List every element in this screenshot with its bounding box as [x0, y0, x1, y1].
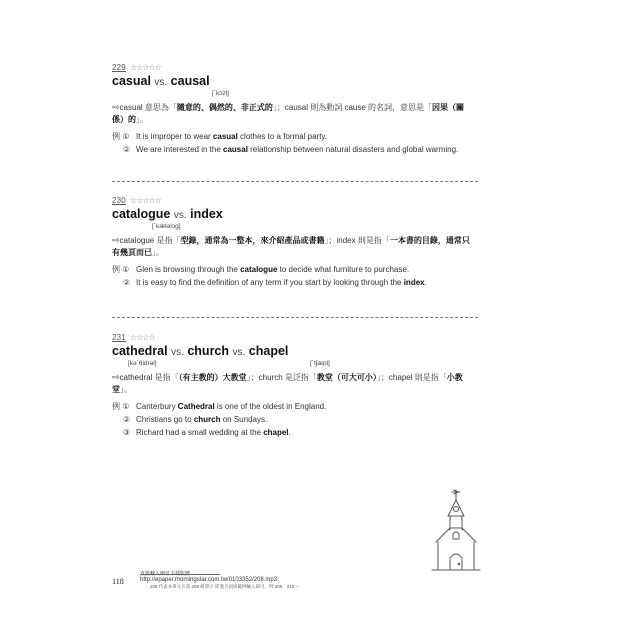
footer-instructions: 208 代表本單元在第 208 組單字 即適合詞組範例輸入即可，例 209，210⋯: [150, 584, 299, 589]
headword: church: [187, 344, 230, 358]
entry-230: [112, 196, 472, 289]
section-divider: [112, 317, 478, 318]
headword: causal: [170, 74, 210, 88]
example-sentence: ② We are interested in the causal relationship between natural disasters and global warming.: [122, 145, 459, 154]
arrow-icon: ⇨: [112, 102, 120, 112]
chapel-doodle: [428, 486, 484, 572]
page-number: 118: [112, 577, 124, 586]
difficulty-stars: ☆☆☆☆☆: [129, 63, 161, 72]
example-sentence: ③ Richard had a small wedding at the chapel.: [122, 428, 291, 437]
phonetic: [ˋtʃæpḷ]: [310, 360, 330, 367]
audio-url[interactable]: http://epaper.morningstar.com.tw/0103352/208.mp3: [140, 577, 278, 583]
headword: catalogue: [112, 207, 171, 221]
phonetic: [ˋkɔzḷ]: [212, 90, 229, 97]
footer-rule: [140, 574, 220, 575]
difficulty-stars: ☆☆☆☆: [129, 333, 155, 342]
headword: cathedral: [112, 344, 168, 358]
entry-number: 229: [112, 63, 126, 72]
example-sentence: 例 ① Canterbury Cathedral is one of the oldest in England.: [112, 402, 327, 411]
headword: casual: [112, 74, 151, 88]
entry-title: [112, 74, 472, 90]
vs-label: vs.: [171, 347, 184, 358]
phonetic: [kəˋθidrəl]: [128, 360, 157, 367]
vs-label: vs.: [232, 347, 246, 358]
entry-229: [112, 63, 472, 156]
entry-number: 230: [112, 196, 126, 205]
example-sentence: 例 ① It is improper to wear casual clothes to a formal party.: [112, 132, 328, 141]
explanation: ⇨catalogue 是指「型錄，通常為一整本，來介紹產品或書籍」；index 則是指「一本書的目錄，通常只有幾頁而已」。: [112, 235, 470, 257]
example-sentence: ② Christians go to church on Sundays.: [122, 415, 268, 424]
example-sentence: 例 ① Glen is browsing through the catalogue to decide what furniture to purchase.: [112, 265, 410, 274]
vs-label: vs.: [154, 77, 168, 88]
entry-title: [112, 207, 472, 223]
entry-231: [112, 333, 472, 439]
example-sentence: ② It is easy to find the definition of any term if you start by looking through the index.: [122, 278, 427, 287]
headword: chapel: [248, 344, 289, 358]
explanation: ⇨casual 意思為「隨意的、偶然的、非正式的」；causal 則為動詞 cause 的名詞，意思是「因果（關係）的」。: [112, 102, 465, 124]
arrow-icon: ⇨: [112, 235, 120, 245]
entry-title: [112, 344, 472, 360]
footer-note: 直接輸入網址下載收聽: [140, 571, 191, 577]
phonetic: [ˋkætəlɔg]: [152, 223, 181, 230]
entry-number: 231: [112, 333, 126, 342]
difficulty-stars: ☆☆☆☆☆: [129, 196, 161, 205]
headword: index: [190, 207, 223, 221]
section-divider: [112, 181, 478, 182]
arrow-icon: ⇨: [112, 372, 120, 382]
vs-label: vs.: [173, 210, 187, 221]
explanation: ⇨cathedral 是指「（有主教的）大教堂」；church 是泛指「教堂（可大可小）」；chapel 則是指「小教堂」。: [112, 372, 463, 394]
